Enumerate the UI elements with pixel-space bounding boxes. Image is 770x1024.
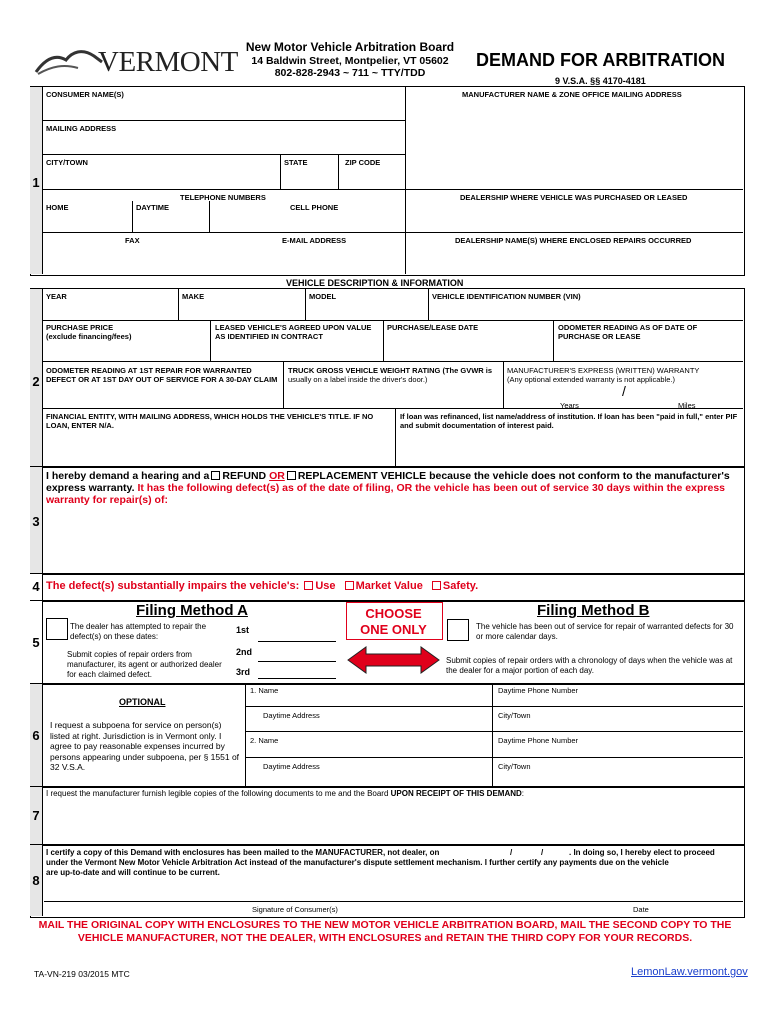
state-label: STATE <box>284 158 308 167</box>
purchase-date-label: PURCHASE/LEASE DATE <box>387 323 479 332</box>
certify-line-1: I certify a copy of this Demand with enclosures has been mailed to the MANUFACTURER, not dealer, on <box>46 848 440 857</box>
repair-date-2-field[interactable] <box>258 661 336 662</box>
manufacturer-label: MANUFACTURER NAME & ZONE OFFICE MAILING ADDRESS <box>462 90 682 99</box>
lemon-law-link[interactable]: LemonLaw.vermont.gov <box>631 966 748 978</box>
filing-a-text: The dealer has attempted to repair the defect(s) on these dates: <box>70 622 207 641</box>
witness-2-city-label: City/Town <box>498 762 531 771</box>
section-1 <box>30 86 745 276</box>
witness-2-address-label: Daytime Address <box>263 762 320 771</box>
board-address: 14 Baldwin Street, Montpelier, VT 05602 <box>251 55 449 67</box>
defects-instruction: It has the following defect(s) as of the date of filing, OR the vehicle has been out of service 30 days within the express <box>137 482 725 494</box>
signature-line[interactable] <box>44 901 743 902</box>
witness-1-name-label: 1. Name <box>250 686 279 695</box>
financial-entity-label-2: LOAN, ENTER N/A. <box>46 421 114 430</box>
safety-label: Safety. <box>442 580 479 592</box>
mail-date-slash-2: / <box>541 848 544 857</box>
impairs-lead: The defect(s) substantially impairs the vehicle's: <box>46 580 300 592</box>
certify-line-1b: . In doing so, I hereby elect to proceed <box>569 848 715 857</box>
section-1-number: 1 <box>32 175 40 190</box>
or-label: OR <box>269 470 285 482</box>
divider <box>405 86 406 274</box>
double-arrow-icon <box>346 645 441 675</box>
documents-request-lead: I request the manufacturer furnish legible copies of the following documents to me and the Board <box>46 789 391 798</box>
defects-instruction-2: warranty for repair(s) of: <box>46 494 168 506</box>
filing-a-title: Filing Method A <box>136 602 248 619</box>
filing-b-submit: Submit copies of repair orders with a chronology of days when the vehicle was at the dealer for a major portion of each day. <box>446 656 733 675</box>
statute: 9 V.S.A. §§ 4170-4181 <box>555 76 646 86</box>
section-5-number: 5 <box>32 635 40 650</box>
miles-label: Miles <box>678 401 696 410</box>
warranty-note: (Any optional extended warranty is not applicable.) <box>507 375 676 384</box>
odometer-date-label: ODOMETER READING AS OF DATE OF <box>558 323 698 332</box>
refinanced-label-2: and submit documentation of interest paid. <box>400 421 554 430</box>
repair-date-2-label: 2nd <box>236 647 253 657</box>
mail-instruction-2: VEHICLE MANUFACTURER, NOT THE DEALER, WITH ENCLOSURES and RETAIN THE THIRD COPY FOR YOUR RECORDS. <box>77 932 693 944</box>
form-id: TA-VN-219 03/2015 MTC <box>34 969 130 979</box>
section-4-number: 4 <box>32 579 40 594</box>
certify-line-3: are up-to-date and will continue to be current. <box>46 868 220 877</box>
express-warranty-text: express warranty. <box>46 482 135 494</box>
use-checkbox[interactable] <box>304 581 313 590</box>
make-label: MAKE <box>182 292 205 301</box>
consumer-names-label: CONSUMER NAME(S) <box>46 90 124 99</box>
filing-a-submit: Submit copies of repair orders from manufacturer, its agent or authorized dealer for each claimed defect. <box>67 650 222 679</box>
witness-1-address-label: Daytime Address <box>263 711 320 720</box>
repair-date-3-field[interactable] <box>258 678 336 679</box>
cell-phone-label: CELL PHONE <box>290 203 339 212</box>
documents-request <box>46 789 524 798</box>
vehicle-heading: VEHICLE DESCRIPTION & INFORMATION <box>286 278 464 288</box>
impairs-text <box>46 580 478 592</box>
odometer-repair-label: ODOMETER READING AT 1ST REPAIR FOR WARRANTED <box>46 366 252 375</box>
leased-value-label: LEASED VEHICLE'S AGREED UPON VALUE <box>215 323 372 332</box>
dealership-purchased-label: DEALERSHIP WHERE VEHICLE WAS PURCHASED OR LEASED <box>460 193 688 202</box>
warranty-label: MANUFACTURER'S EXPRESS (WRITTEN) WARRANTY <box>507 366 700 375</box>
filing-a-checkbox[interactable] <box>46 618 68 640</box>
demand-lead: I hereby demand a hearing and a <box>46 470 210 482</box>
mailing-address-label: MAILING ADDRESS <box>46 124 117 133</box>
use-label: Use <box>315 580 336 592</box>
filing-b-text: The vehicle has been out of service for repair of warranted defects for 30 or more calendar days. <box>476 622 734 641</box>
leased-value-sub: AS IDENTIFIED IN CONTRACT <box>215 332 323 341</box>
subpoena-text: I request a subpoena for service on person(s) listed at right. Jurisdiction is in Vermont only. I agree to pay reasonable expenses incurred by persons appearing under subpoena, per § 1551 of 32 V.S.A. <box>50 720 240 772</box>
optional-label: OPTIONAL <box>119 697 166 707</box>
logo-text: VERMONT <box>98 46 238 78</box>
form-title: DEMAND FOR ARBITRATION <box>476 50 725 70</box>
refund-checkbox[interactable] <box>211 471 220 480</box>
refinanced-label: If loan was refinanced, list name/address of institution. If loan has been "paid in full," enter PIF <box>400 412 738 421</box>
odometer-date-sub: PURCHASE OR LEASE <box>558 332 641 341</box>
choose-label: CHOOSE <box>365 606 422 621</box>
documents-colon: : <box>521 789 525 798</box>
filing-b-title: Filing Method B <box>537 602 650 619</box>
email-label: E-MAIL ADDRESS <box>282 236 347 245</box>
section-2-number: 2 <box>32 374 40 389</box>
odometer-repair-label-2: DEFECT OR AT 1ST DAY OUT OF SERVICE FOR A 30-DAY CLAIM <box>46 375 278 384</box>
market-value-checkbox[interactable] <box>345 581 354 590</box>
board-phone: 802-828-2943 ~ 711 ~ TTY/TDD <box>274 67 426 79</box>
repair-date-3-label: 3rd <box>236 667 251 677</box>
replacement-checkbox[interactable] <box>287 471 296 480</box>
home-label: HOME <box>46 203 69 212</box>
date-label: Date <box>633 905 649 914</box>
section-8-number: 8 <box>32 873 40 888</box>
demand-text <box>46 470 740 506</box>
signature-label: Signature of Consumer(s) <box>252 905 338 914</box>
section-6-number: 6 <box>32 728 40 743</box>
gvwr-label: TRUCK GROSS VEHICLE WEIGHT RATING (The GVWR is <box>288 366 493 375</box>
mail-instruction-1: MAIL THE ORIGINAL COPY WITH ENCLOSURES TO THE NEW MOTOR VEHICLE ARBITRATION BOARD, MAIL THE SECOND COPY TO THE <box>38 919 732 931</box>
daytime-label: DAYTIME <box>136 203 170 212</box>
refund-label: REFUND <box>222 470 267 482</box>
purchase-price-sub: (exclude financing/fees) <box>46 332 132 341</box>
witness-2-name-label: 2. Name <box>250 736 279 745</box>
witness-2-phone-label: Daytime Phone Number <box>498 736 579 745</box>
safety-checkbox[interactable] <box>432 581 441 590</box>
replacement-label: REPLACEMENT VEHICLE because the vehicle does not conform to the manufacturer's <box>297 470 730 482</box>
city-town-label: CITY/TOWN <box>46 158 88 167</box>
financial-entity-label: FINANCIAL ENTITY, WITH MAILING ADDRESS, WHICH HOLDS THE VEHICLE'S TITLE. IF NO <box>46 412 374 421</box>
witness-1-phone-label: Daytime Phone Number <box>498 686 579 695</box>
repair-date-1-label: 1st <box>236 625 250 635</box>
telephone-numbers-label: TELEPHONE NUMBERS <box>180 193 266 202</box>
mountain-logo-icon <box>34 44 104 78</box>
upon-receipt-text: UPON RECEIPT OF THIS DEMAND <box>390 789 522 798</box>
warranty-slash: / <box>622 383 626 399</box>
vin-label: VEHICLE IDENTIFICATION NUMBER (VIN) <box>432 292 581 301</box>
fax-label: FAX <box>125 236 140 245</box>
years-label: Years <box>560 401 579 410</box>
dealership-repairs-label: DEALERSHIP NAME(S) WHERE ENCLOSED REPAIRS OCCURRED <box>455 236 692 245</box>
mail-date-slash-1: / <box>510 848 513 857</box>
section-7-number: 7 <box>32 808 40 823</box>
certify-line-2: under the Vermont New Motor Vehicle Arbitration Act instead of the manufacturer's dispute settlement mechanism. I further certify any payments due on the vehicle <box>46 858 669 867</box>
section-3-number: 3 <box>32 514 40 529</box>
model-label: MODEL <box>309 292 337 301</box>
year-label: YEAR <box>46 292 67 301</box>
purchase-price-label: PURCHASE PRICE <box>46 323 114 332</box>
witness-1-city-label: City/Town <box>498 711 531 720</box>
zip-label: ZIP CODE <box>345 158 381 167</box>
repair-date-1-field[interactable] <box>258 641 336 642</box>
gvwr-note: usually on a label inside the driver's door.) <box>288 375 428 384</box>
market-value-label: Market Value <box>355 580 423 592</box>
filing-b-checkbox[interactable] <box>447 619 469 641</box>
vermont-logo <box>34 44 238 78</box>
board-name: New Motor Vehicle Arbitration Board <box>245 40 455 54</box>
one-only-label: ONE ONLY <box>360 622 427 637</box>
